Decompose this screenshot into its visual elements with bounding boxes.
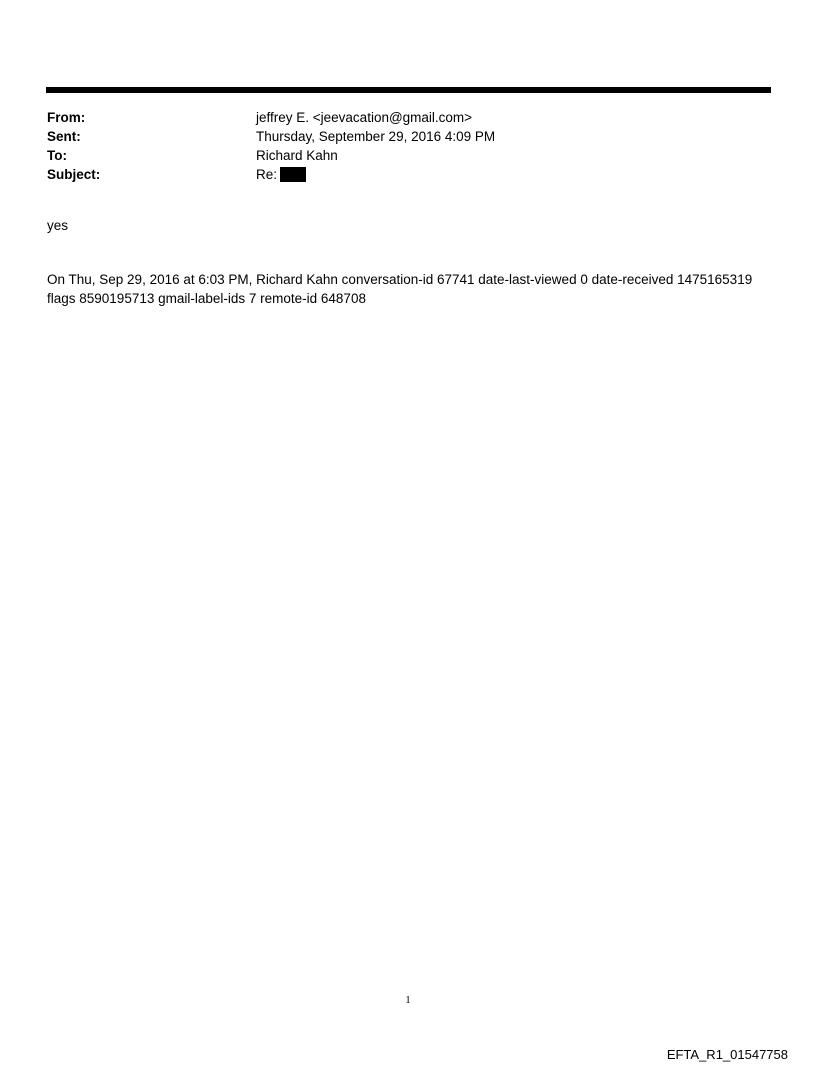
page-number: 1 bbox=[405, 994, 411, 1006]
subject-row bbox=[47, 165, 747, 184]
subject-label: Subject: bbox=[47, 167, 101, 182]
subject-value: Re: bbox=[256, 167, 278, 182]
to-row bbox=[47, 146, 747, 165]
sent-label: Sent: bbox=[47, 129, 81, 144]
from-row bbox=[47, 108, 747, 127]
sent-row bbox=[47, 127, 747, 146]
quoted-line: On Thu, Sep 29, 2016 at 6:03 PM, Richard Kahn conversation-id 67741 date-last-viewed 0 date-received 1475165319 flags 8590195713 gmail-label-ids 7 remote-id 648708 bbox=[47, 272, 753, 306]
redaction-box bbox=[280, 167, 306, 182]
document-id: EFTA_R1_01547758 bbox=[666, 1047, 788, 1062]
to-label: To: bbox=[47, 148, 67, 163]
email-header bbox=[47, 108, 747, 184]
subject-value-wrap bbox=[256, 165, 306, 184]
to-value: Richard Kahn bbox=[256, 148, 338, 163]
from-value: jeffrey E. <jeevacation@gmail.com> bbox=[256, 110, 473, 125]
from-label: From: bbox=[47, 110, 86, 125]
sent-value: Thursday, September 29, 2016 4:09 PM bbox=[256, 129, 496, 144]
header-divider bbox=[46, 87, 771, 93]
reply-text: yes bbox=[47, 218, 69, 233]
